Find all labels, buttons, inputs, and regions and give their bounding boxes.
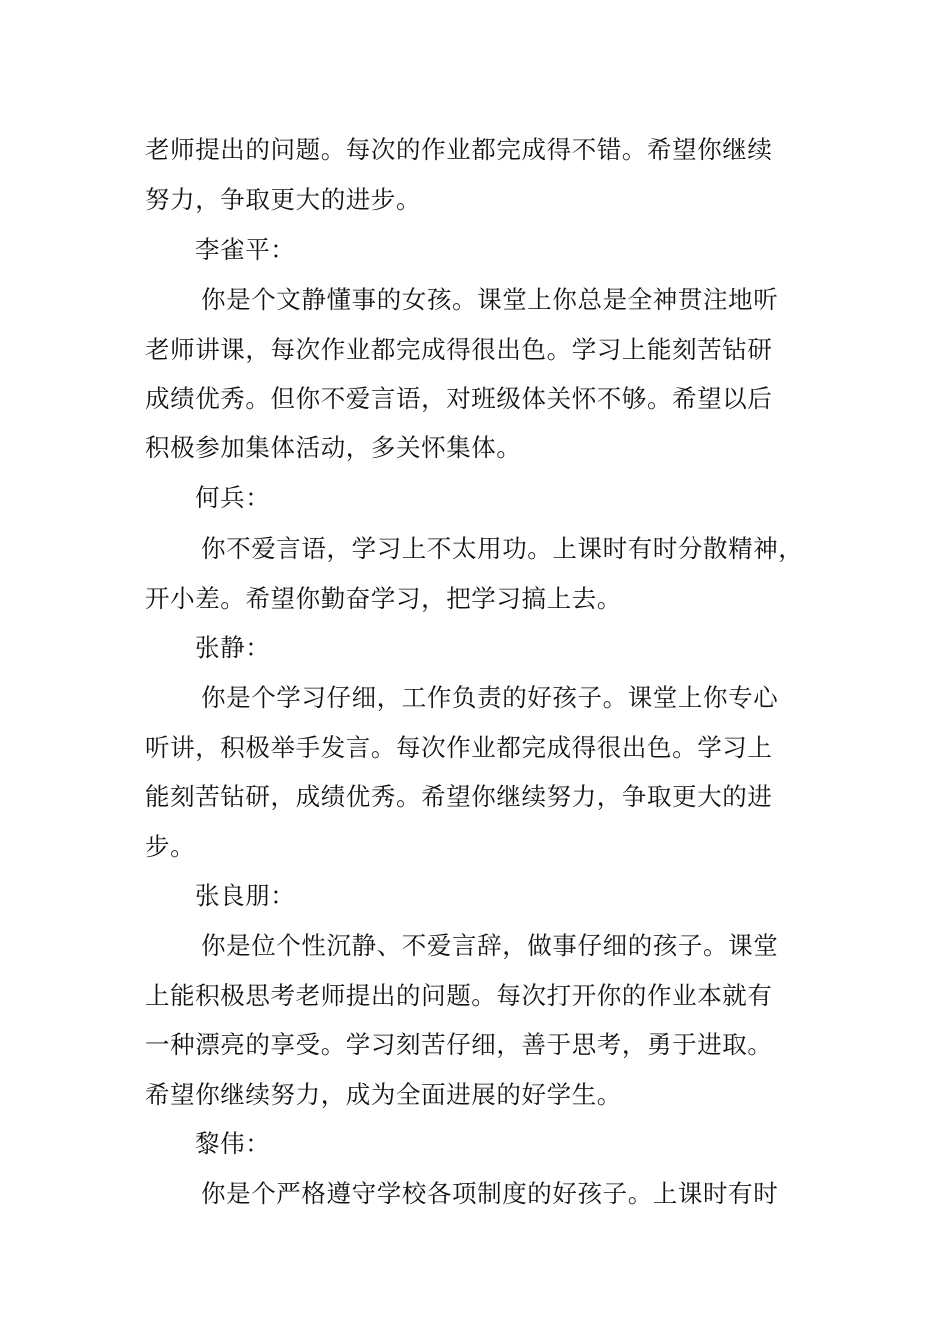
- student-name: 黎伟：: [195, 1129, 271, 1158]
- paragraph-line: 成绩优秀。但你不爱言语，对班级体关怀不够。希望以后: [145, 384, 773, 413]
- paragraph-line: 努力，争取更大的进步。: [145, 185, 422, 214]
- paragraph-line: 能刻苦钻研，成绩优秀。希望你继续努力，争取更大的进: [145, 782, 773, 811]
- paragraph-line: 你不爱言语，学习上不太用功。上课时有时分散精神，: [201, 534, 804, 563]
- paragraph-line: 开小差。希望你勤奋学习，把学习搞上去。: [145, 584, 622, 613]
- student-name: 张静：: [195, 633, 271, 662]
- student-name: 李雀平：: [195, 235, 296, 264]
- paragraph-line: 上能积极思考老师提出的问题。每次打开你的作业本就有: [145, 981, 773, 1010]
- paragraph-line: 你是个学习仔细，工作负责的好孩子。课堂上你专心: [201, 683, 779, 712]
- paragraph-line: 听讲，积极举手发言。每次作业都完成得很出色。学习上: [145, 733, 773, 762]
- paragraph-line: 你是位个性沉静、不爱言辞，做事仔细的孩子。课堂: [201, 931, 779, 960]
- paragraph-line: 步。: [145, 832, 196, 861]
- paragraph-line: 你是个文静懂事的女孩。课堂上你总是全神贯注地听: [201, 285, 779, 314]
- paragraph-line: 希望你继续努力，成为全面进展的好学生。: [145, 1080, 622, 1109]
- paragraph-line: 老师讲课，每次作业都完成得很出色。学习上能刻苦钻研: [145, 335, 773, 364]
- paragraph-line: 积极参加集体活动，多关怀集体。: [145, 433, 522, 462]
- student-name: 何兵：: [195, 483, 271, 512]
- student-name: 张良朋：: [195, 881, 296, 910]
- paragraph-line: 老师提出的问题。每次的作业都完成得不错。希望你继续: [145, 135, 773, 164]
- paragraph-line: 你是个严格遵守学校各项制度的好孩子。上课时有时: [201, 1179, 779, 1208]
- paragraph-line: 一种漂亮的享受。学习刻苦仔细，善于思考，勇于进取。: [145, 1030, 773, 1059]
